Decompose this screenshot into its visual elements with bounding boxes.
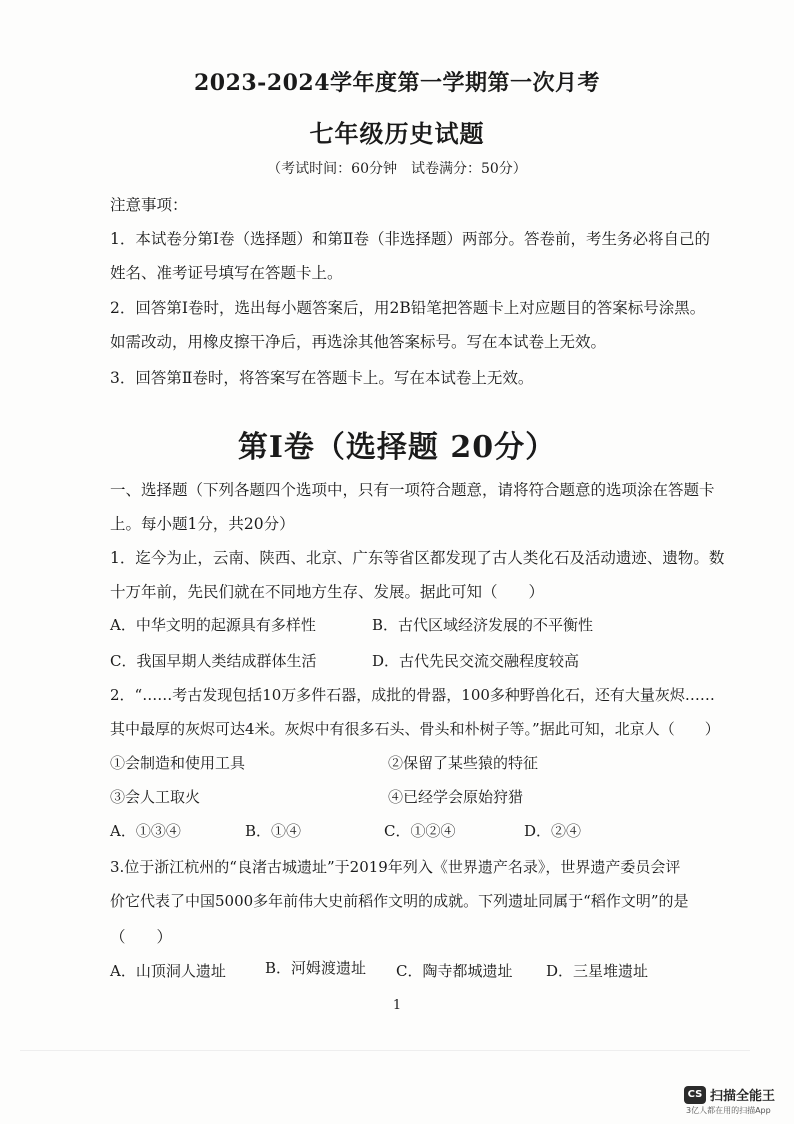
notes-line: 3．回答第Ⅱ卷时，将答案写在答题卡上。写在本试卷上无效。 xyxy=(110,369,534,387)
notes-line: 1．本试卷分第Ⅰ卷（选择题）和第Ⅱ卷（非选择题）两部分。答卷前，考生务必将自己的 xyxy=(110,230,711,248)
q3-option-a: A．山顶洞人遗址 xyxy=(110,962,226,980)
section-title: 第Ⅰ卷（选择题 20分） xyxy=(237,430,557,465)
q1-option-b: B．古代区域经济发展的不平衡性 xyxy=(372,616,594,634)
notes-heading: 注意事项： xyxy=(110,196,188,214)
exam-info: （考试时间：60分钟 试卷满分：50分） xyxy=(267,161,527,177)
q3-stem: （ ） xyxy=(110,928,173,946)
section-intro: 上。每小题1分，共20分） xyxy=(110,515,295,533)
q2-option-c: C．①②④ xyxy=(384,822,456,840)
section-intro: 一、选择题（下列各题四个选项中，只有一项符合题意，请将符合题意的选项涂在答题卡 xyxy=(110,481,715,499)
watermark-app-name: 扫描全能王 xyxy=(710,1089,776,1104)
q2-statement-4: ④已经学会原始狩猎 xyxy=(388,788,524,806)
subject-title: 七年级历史试题 xyxy=(309,119,485,148)
q2-stem: 2．“……考古发现包括10万多件石器，成批的骨器，100多种野兽化石，还有大量灰烬…… xyxy=(110,686,715,704)
q1-option-c: C．我国早期人类结成群体生活 xyxy=(110,652,317,670)
camscanner-logo-icon: CS xyxy=(684,1086,706,1104)
q1-option-a: A．中华文明的起源具有多样性 xyxy=(110,616,316,634)
q1-stem: 十万年前，先民们就在不同地方生存、发展。据此可知（ ） xyxy=(110,583,545,601)
q3-stem: 3.位于浙江杭州的“良渚古城遗址”于2019年列入《世界遗产名录》，世界遗产委员会评 xyxy=(110,858,681,876)
q2-option-a: A．①③④ xyxy=(110,822,181,840)
notes-line: 姓名、准考证号填写在答题卡上。 xyxy=(110,264,343,282)
scan-artifact-line xyxy=(20,1050,750,1051)
q2-statement-2: ②保留了某些猿的特征 xyxy=(388,754,539,772)
notes-line: 如需改动，用橡皮擦干净后，再选涂其他答案标号。写在本试卷上无效。 xyxy=(110,333,607,351)
exam-title: 2023-2024学年度第一学期第一次月考 xyxy=(193,70,601,96)
q3-option-d: D．三星堆遗址 xyxy=(546,962,649,980)
q3-stem: 价它代表了中国5000多年前伟大史前稻作文明的成就。下列遗址同属于“稻作文明”的是 xyxy=(110,892,689,910)
q3-option-c: C．陶寺都城遗址 xyxy=(396,962,513,980)
watermark-tagline: 3亿人都在用的扫描App xyxy=(686,1106,771,1115)
q2-option-d: D．②④ xyxy=(524,822,582,840)
q3-option-b: B．河姆渡遗址 xyxy=(265,959,367,977)
notes-line: 2．回答第Ⅰ卷时，选出每小题答案后，用2B铅笔把答题卡上对应题目的答案标号涂黑。 xyxy=(110,299,706,317)
q2-statement-1: ①会制造和使用工具 xyxy=(110,754,246,772)
q2-statement-3: ③会人工取火 xyxy=(110,788,201,806)
q2-option-b: B．①④ xyxy=(245,822,302,840)
q2-stem: 其中最厚的灰烬可达4米。灰烬中有很多石头、骨头和朴树子等。”据此可知，北京人（ ） xyxy=(110,720,720,738)
q1-stem: 1．迄今为止，云南、陕西、北京、广东等省区都发现了古人类化石及活动遗迹、遗物。数 xyxy=(110,549,725,567)
q1-option-d: D．古代先民交流交融程度较高 xyxy=(372,652,580,670)
page-number: 1 xyxy=(392,998,402,1013)
scanner-watermark xyxy=(684,1085,775,1104)
